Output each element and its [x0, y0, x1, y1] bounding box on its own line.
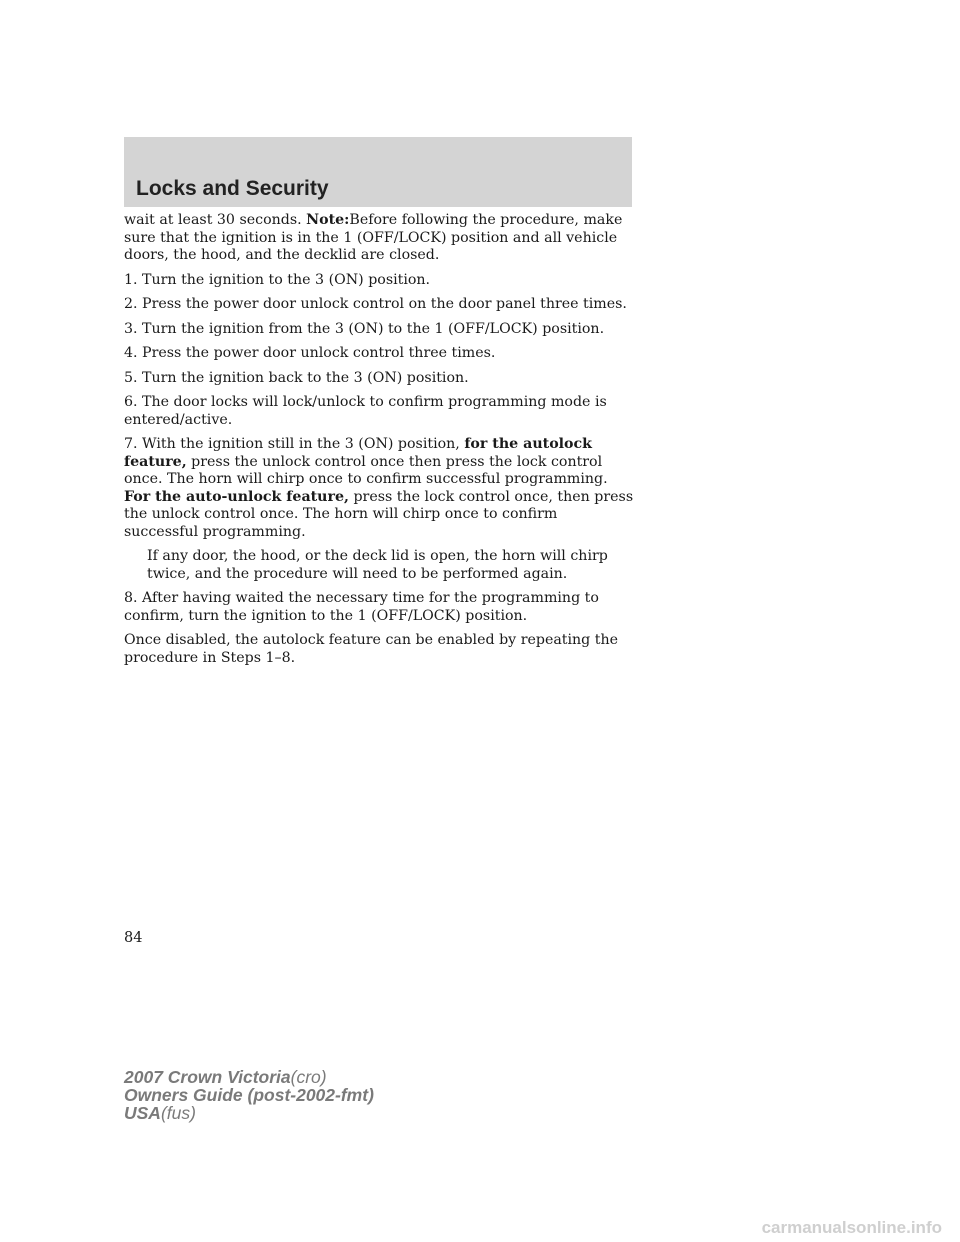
step-3: 3. Turn the ignition from the 3 (ON) to the 1 (OFF/LOCK) position. [124, 320, 605, 337]
step-8: 8. After having waited the necessary time for the programming to confirm, turn the ignition to the 1 (OFF/LOCK) position. [124, 590, 599, 624]
step-2: 2. Press the power door unlock control on the door panel three times. [124, 296, 627, 312]
document-footer [124, 1068, 374, 1122]
footer-line-1 [124, 1068, 374, 1086]
footer-model-code: (cro) [290, 1067, 327, 1087]
step-6: 6. The door locks will lock/unlock to confirm programming mode is entered/active. [124, 394, 607, 428]
body-text [124, 212, 636, 674]
step-5: 5. Turn the ignition back to the 3 (ON) position. [124, 369, 469, 386]
footer-line-3 [124, 1104, 374, 1122]
indent-note: If any door, the hood, or the deck lid is open, the horn will chirp twice, and the procedure will need to be performed again. [147, 548, 608, 582]
page-number: 84 [124, 930, 143, 946]
intro-text: wait at least 30 seconds. [124, 212, 307, 228]
step-7-text-c: press the unlock control once then press the lock control once. The horn will chirp once to confirm successful programming. [124, 453, 608, 487]
section-title: Locks and Security [136, 177, 329, 200]
step-1: 1. Turn the ignition to the 3 (ON) position. [124, 271, 431, 288]
step-4: 4. Press the power door unlock control three times. [124, 345, 496, 361]
note-text: Before following the procedure, make sure that the ignition is in the 1 (OFF/LOCK) position and all vehicle doors, the hood, and the decklid are closed. [124, 212, 623, 263]
footer-market: USA [124, 1103, 161, 1123]
step-7-autolock-label: for the autolock feature, [124, 436, 592, 470]
footer-guide: Owners Guide (post-2002-fmt) [124, 1085, 374, 1105]
section-header [124, 137, 632, 207]
note-label: Note: [306, 212, 350, 228]
footer-model: 2007 Crown Victoria [124, 1067, 291, 1087]
step-7 [124, 436, 636, 541]
footer-market-code: (fus) [160, 1103, 196, 1123]
step-7-text-e: press the lock control once, then press the unlock control once. The horn will chirp once to confirm successful programming. [124, 488, 634, 540]
intro-paragraph [124, 212, 636, 265]
closing-paragraph: Once disabled, the autolock feature can be enabled by repeating the procedure in Steps 1–8. [124, 632, 619, 666]
step-7-text-a: 7. With the ignition still in the 3 (ON) position, [124, 436, 465, 452]
footer-line-2 [124, 1086, 374, 1104]
step-7-auto-unlock-label: For the auto-unlock feature, [124, 488, 349, 505]
watermark: carmanualsonline.info [761, 1218, 942, 1237]
